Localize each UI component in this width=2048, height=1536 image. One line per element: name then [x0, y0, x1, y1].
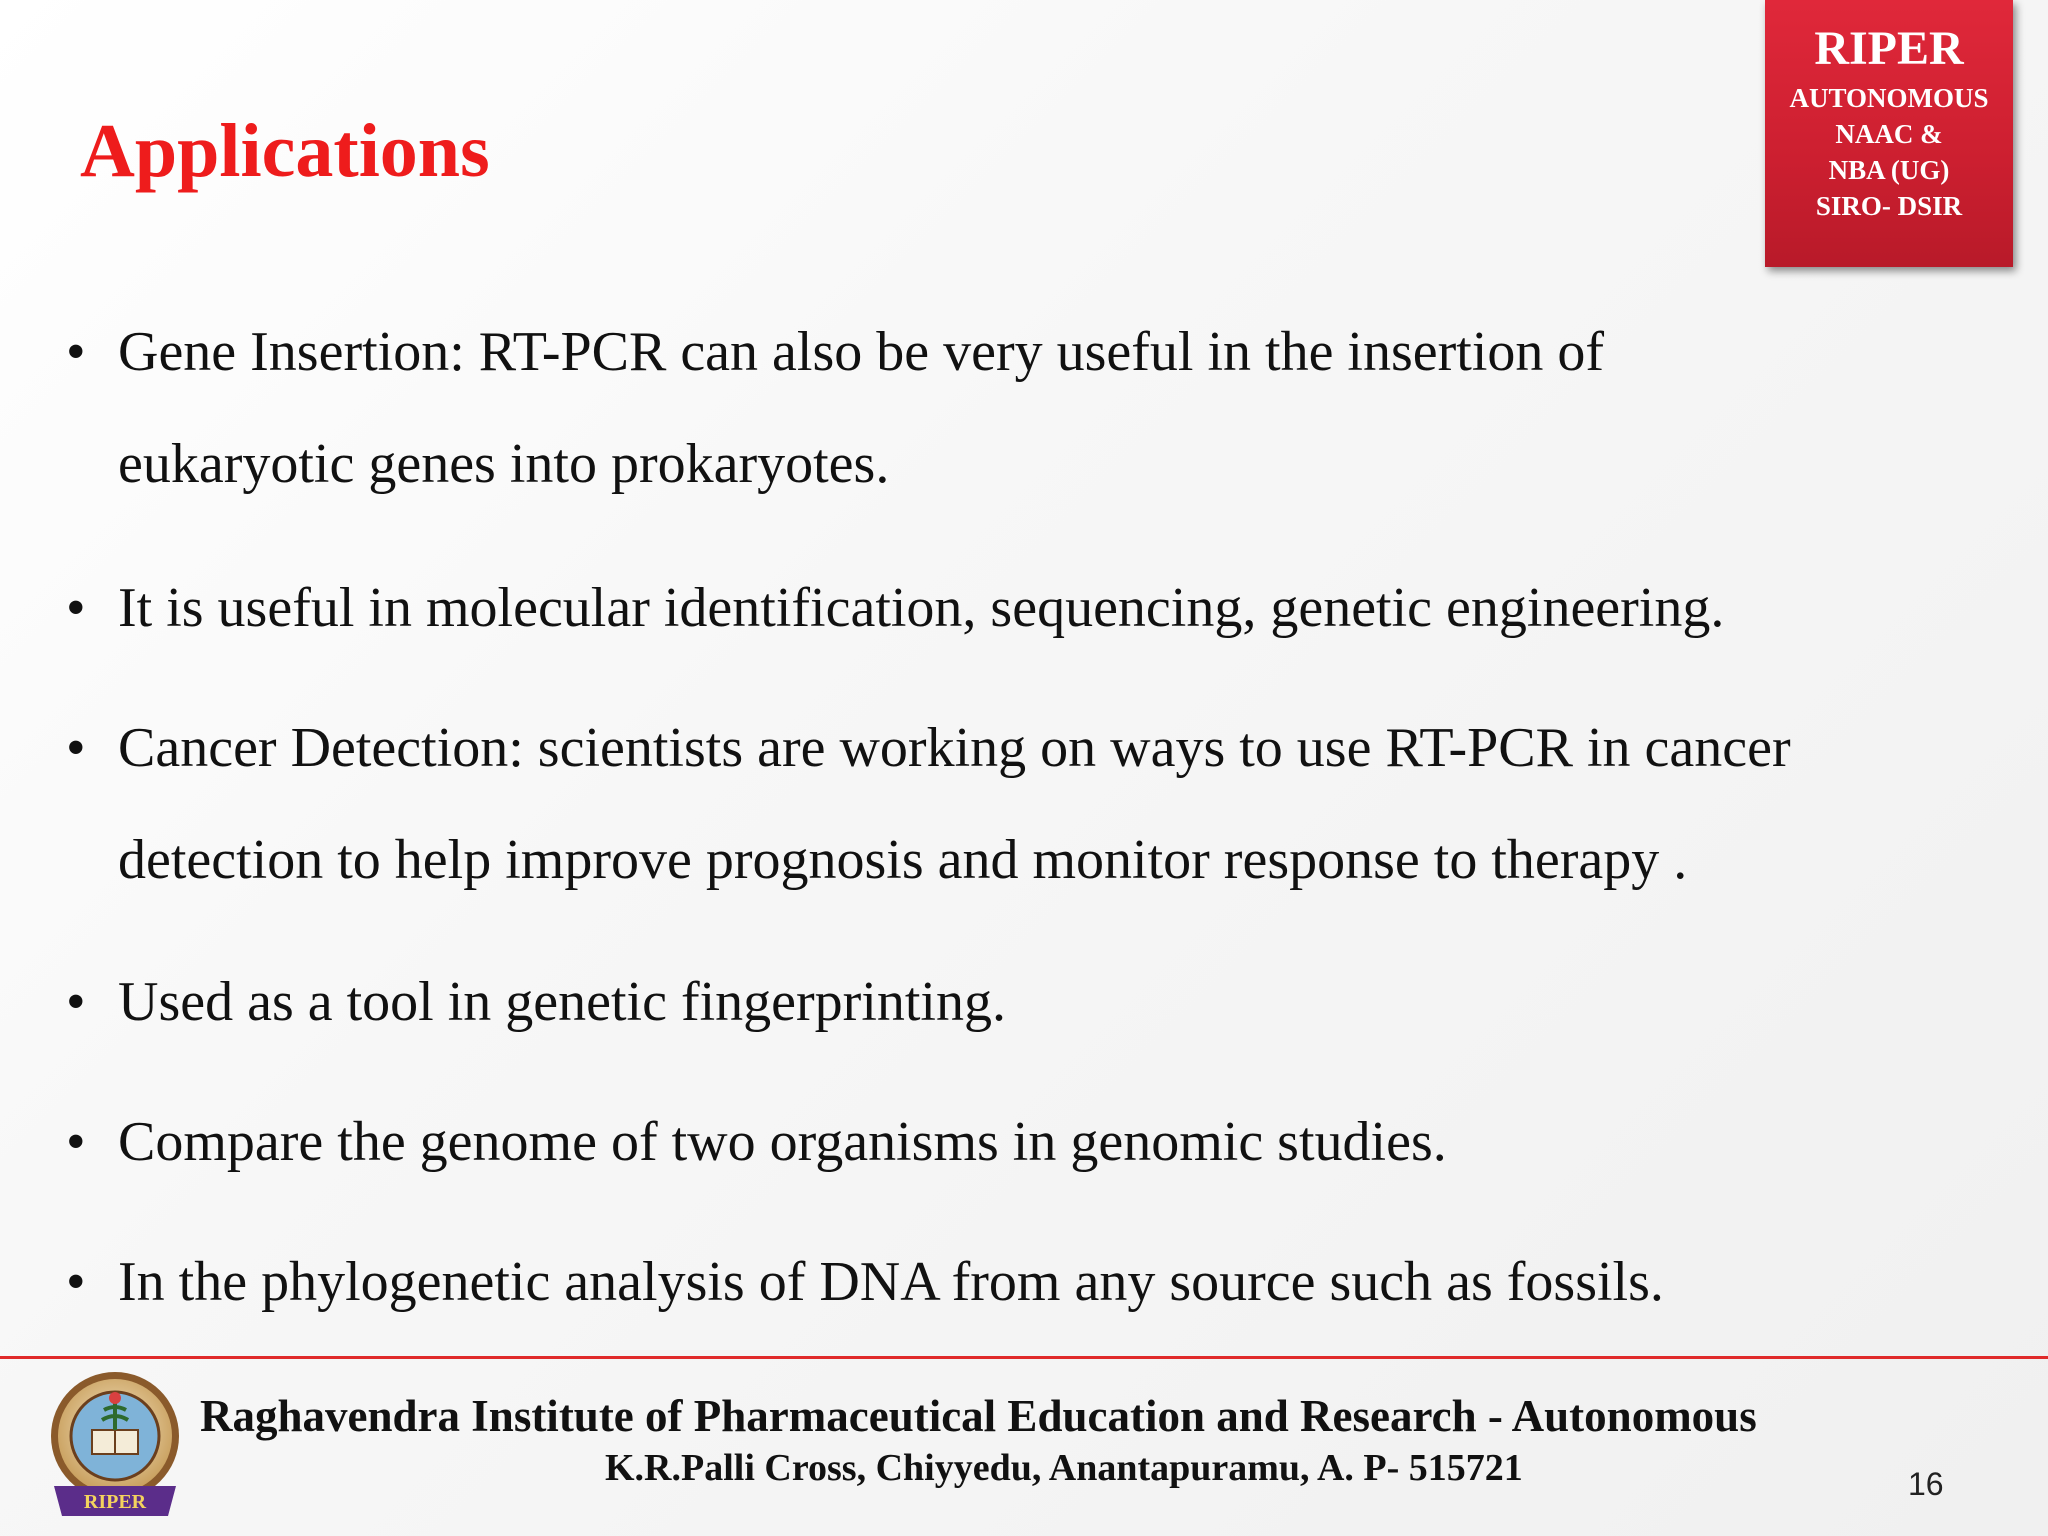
- bullet-line: eukaryotic genes into prokaryotes.: [118, 433, 890, 495]
- badge-riper: RIPER: [1814, 22, 1964, 75]
- badge-autonomous: AUTONOMOUS: [1789, 83, 1989, 113]
- svg-text:RIPER: RIPER: [83, 1491, 147, 1513]
- bullet-line: Compare the genome of two organisms in genomic studies.: [118, 1111, 1447, 1173]
- bullet-line: Cancer Detection: scientists are working on ways to use RT-PCR in cancer: [118, 717, 1791, 779]
- bullet-line: In the phylogenetic analysis of DNA from any source such as fossils.: [118, 1251, 1664, 1313]
- bullet-dot: •: [66, 321, 86, 383]
- bullet-line: detection to help improve prognosis and monitor response to therapy .: [118, 829, 1688, 891]
- bullet-dot: •: [66, 577, 86, 639]
- bullet-line: Gene Insertion: RT-PCR can also be very useful in the insertion of: [118, 321, 1605, 383]
- institute-address: K.R.Palli Cross, Chiyyedu, Anantapuramu, A. P- 515721: [605, 1447, 1523, 1489]
- badge-nba: NBA (UG): [1828, 155, 1950, 185]
- bullet-dot: •: [66, 1251, 86, 1313]
- bullet-dot: •: [66, 1111, 86, 1173]
- badge-naac: NAAC &: [1835, 119, 1943, 149]
- slide-title: Applications: [80, 109, 490, 193]
- bullet-line: Used as a tool in genetic fingerprinting.: [118, 971, 1006, 1033]
- badge-siro: SIRO- DSIR: [1815, 191, 1963, 221]
- bullet-line: It is useful in molecular identification, sequencing, genetic engineering.: [118, 577, 1725, 639]
- institute-logo-icon: [40, 1368, 190, 1524]
- footer-divider: [0, 1356, 2048, 1359]
- bullet-dot: •: [66, 717, 86, 779]
- page-number: 16: [1908, 1466, 1944, 1502]
- institute-name: Raghavendra Institute of Pharmaceutical Education and Research - Autonomous: [200, 1391, 1757, 1441]
- bullet-dot: •: [66, 971, 86, 1033]
